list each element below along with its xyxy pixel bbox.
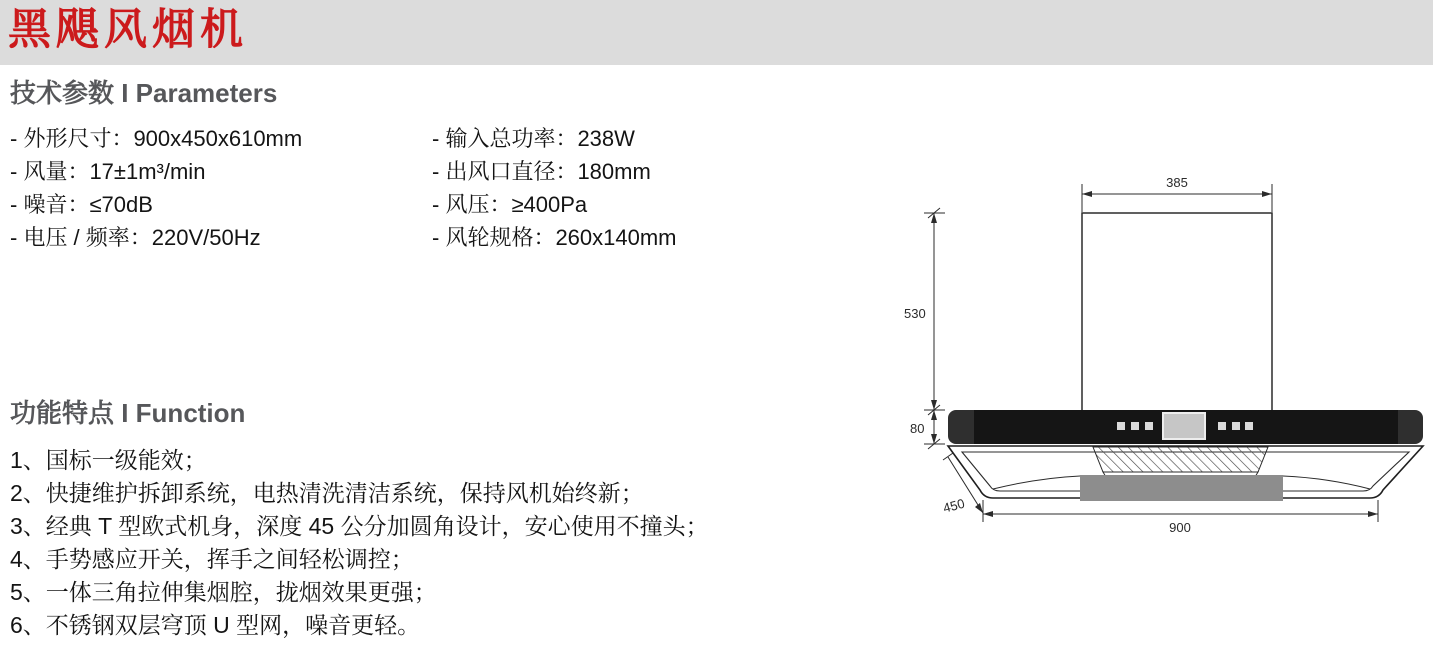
chimney-outline [1082,213,1272,413]
lamp-panel [1080,475,1283,501]
function-item: 1、国标一级能效； [10,447,207,473]
function-list [10,444,709,642]
dimension-530-80 [904,208,945,449]
parameter-item: - 输入总功率：238W [432,126,635,151]
touch-button [1245,422,1253,430]
parameter-item: - 风轮规格：260x140mm [432,225,677,250]
parameters-heading: 技术参数 I Parameters [10,78,278,108]
function-heading: 功能特点 I Function [10,398,246,428]
parameters-right-column [432,122,677,254]
parameter-item: - 风量：17±1m³/min [10,159,206,184]
touch-button [1232,422,1240,430]
dimension-385 [1082,175,1272,212]
function-item: 3、经典 T 型欧式机身，深度 45 公分加圆角设计，安心使用不撞头； [10,513,709,539]
function-item: 6、不锈钢双层穹顶 U 型网，噪音更轻。 [10,612,421,638]
parameter-item: - 风压：≥400Pa [432,192,588,217]
dim-label-80: 80 [910,421,925,436]
dim-label-450: 450 [941,495,967,516]
filter-mesh [1093,447,1268,472]
touch-button [1117,422,1125,430]
function-item: 2、快捷维护拆卸系统，电热清洗清洁系统，保持风机始终新； [10,480,644,506]
product-title: 黑飓风烟机 [8,6,248,54]
control-panel [948,410,1423,444]
touch-button [1145,422,1153,430]
parameter-item: - 噪音：≤70dB [10,192,153,217]
dim-label-900: 900 [1169,520,1191,535]
display-screen [1163,413,1205,439]
dim-label-530: 530 [904,306,926,321]
function-item: 4、手势感应开关，挥手之间轻松调控； [10,546,414,572]
touch-button [1218,422,1226,430]
dimension-900 [983,500,1378,535]
parameter-item: - 出风口直径：180mm [432,159,651,184]
parameter-item: - 电压 / 频率：220V/50Hz [10,225,261,250]
parameters-left-column [10,122,302,254]
touch-button [1131,422,1139,430]
range-hood-dimension-drawing [900,170,1433,570]
dim-label-385: 385 [1166,175,1188,190]
function-item: 5、一体三角拉伸集烟腔，拢烟效果更强； [10,579,437,605]
parameter-item: - 外形尺寸：900x450x610mm [10,126,303,151]
hood-body [948,446,1423,501]
banner [0,0,1433,65]
